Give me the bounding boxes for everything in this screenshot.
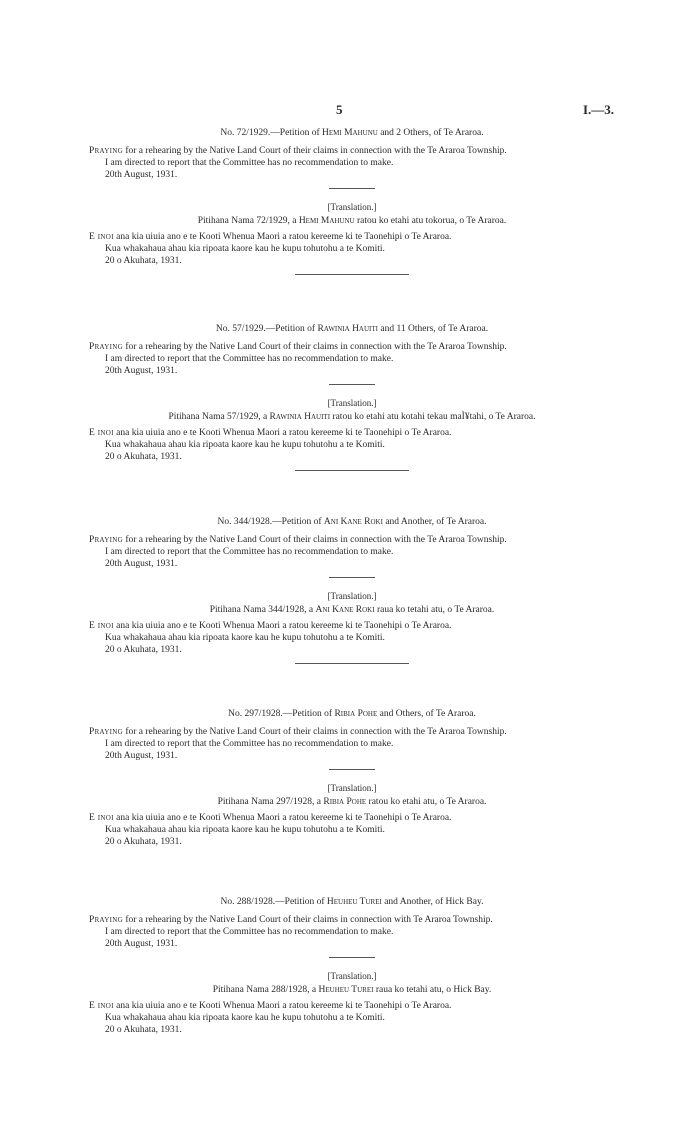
maori-heading: Pitihana Nama 344/1928, a Ani Kane Roki raua ko tetahi atu, o Te Araroa.	[209, 605, 495, 615]
translation-label: [Translation.]	[327, 398, 377, 408]
maori-date: 20 o Akuhata, 1931.	[105, 645, 182, 655]
committee-report: I am directed to report that the Committee has no recommendation to make.	[105, 158, 394, 168]
petition-prayer: Praying for a rehearing by the Native Land Court of their claims in connection with Te Araroa Township.	[89, 915, 493, 925]
maori-report: Kua whakahaua ahau kia ripoata kaore kau he kupu tohutohu a te Komiti.	[105, 244, 385, 254]
translation-label: [Translation.]	[327, 202, 377, 212]
petition-section	[89, 708, 615, 848]
divider-short	[329, 188, 375, 189]
divider-long	[295, 274, 409, 275]
maori-date: 20 o Akuhata, 1931.	[105, 837, 182, 847]
divider-long	[295, 663, 409, 664]
maori-heading: Pitihana Nama 72/1929, a Hemi Mahunu ratou ko etahi atu tokorua, o Te Araroa.	[197, 216, 507, 226]
petition-prayer: Praying for a rehearing by the Native Land Court of their claims in connection with the Te Araroa Township.	[89, 727, 507, 737]
maori-date: 20 o Akuhata, 1931.	[105, 452, 182, 462]
maori-heading: Pitihana Nama 297/1928, a Ribia Pohe ratou ko etahi atu, o Te Araroa.	[217, 797, 487, 807]
report-date: 20th August, 1931.	[105, 170, 178, 180]
report-date: 20th August, 1931.	[105, 366, 178, 376]
divider-long	[295, 470, 409, 471]
page-number: 5	[336, 102, 343, 117]
maori-prayer: E inoi ana kia uiuia ano e te Kooti Whenua Maori a ratou kereeme ki te Taonehipi o Te Araroa.	[89, 428, 452, 438]
petition-heading: No. 297/1928.—Petition of Ribia Pohe and Others, of Te Araroa.	[228, 709, 476, 719]
maori-report: Kua whakahaua ahau kia ripoata kaore kau he kupu tohutohu a te Komiti.	[105, 633, 385, 643]
divider-short	[329, 769, 375, 770]
translation-label: [Translation.]	[327, 783, 377, 793]
page-header	[0, 100, 700, 120]
translation-label: [Translation.]	[327, 971, 377, 981]
committee-report: I am directed to report that the Committee has no recommendation to make.	[105, 739, 394, 749]
petition-heading: No. 57/1929.—Petition of Rawinia Hauiti and 11 Others, of Te Araroa.	[215, 324, 489, 334]
maori-heading: Pitihana Nama 288/1928, a Heuheu Turei raua ko tetahi atu, o Hick Bay.	[212, 985, 492, 995]
divider-short	[329, 384, 375, 385]
report-date: 20th August, 1931.	[105, 939, 178, 949]
maori-heading: Pitihana Nama 57/1929, a Rawinia Hauiti ratou ko etahi atu kotahi tekau maÌ¥tahi, o Te Araroa.	[168, 412, 536, 422]
report-date: 20th August, 1931.	[105, 559, 178, 569]
petition-prayer: Praying for a rehearing by the Native Land Court of their claims in connection with the Te Araroa Township.	[89, 535, 507, 545]
divider-short	[329, 577, 375, 578]
petition-heading: No. 72/1929.—Petition of Hemi Mahunu and 2 Others, of Te Araroa.	[220, 128, 484, 138]
petition-prayer: Praying for a rehearing by the Native Land Court of their claims in connection with the Te Araroa Township.	[89, 146, 507, 156]
committee-report: I am directed to report that the Committee has no recommendation to make.	[105, 927, 394, 937]
petition-prayer: Praying for a rehearing by the Native Land Court of their claims in connection with the Te Araroa Township.	[89, 342, 507, 352]
maori-date: 20 o Akuhata, 1931.	[105, 256, 182, 266]
translation-label: [Translation.]	[327, 591, 377, 601]
petition-section	[89, 323, 615, 471]
maori-date: 20 o Akuhata, 1931.	[105, 1025, 182, 1035]
petition-section	[89, 896, 615, 1036]
committee-report: I am directed to report that the Committee has no recommendation to make.	[105, 547, 394, 557]
maori-report: Kua whakahaua ahau kia ripoata kaore kau he kupu tohutohu a te Komiti.	[105, 440, 385, 450]
committee-report: I am directed to report that the Committee has no recommendation to make.	[105, 354, 394, 364]
maori-prayer: E inoi ana kia uiuia ano e te Kooti Whenua Maori a ratou kereeme ki te Taonehipi o Te Araroa.	[89, 813, 452, 823]
petition-section	[89, 516, 615, 664]
petition-section	[89, 127, 615, 275]
report-date: 20th August, 1931.	[105, 751, 178, 761]
maori-prayer: E inoi ana kia uiuia ano e te Kooti Whenua Maori a ratou kereeme ki te Taonehipi o Te Araroa.	[89, 232, 452, 242]
document-reference: I.—3.	[582, 102, 614, 117]
petition-heading: No. 344/1928.—Petition of Ani Kane Roki and Another, of Te Araroa.	[217, 517, 487, 527]
maori-report: Kua whakahaua ahau kia ripoata kaore kau he kupu tohutohu a te Komiti.	[105, 825, 385, 835]
divider-short	[329, 957, 375, 958]
maori-prayer: E inoi ana kia uiuia ano e te Kooti Whenua Maori a ratou kereeme ki te Taonehipi o Te Araroa.	[89, 1001, 452, 1011]
petition-heading: No. 288/1928.—Petition of Heuheu Turei and Another, of Hick Bay.	[220, 897, 484, 907]
maori-prayer: E inoi ana kia uiuia ano e te Kooti Whenua Maori a ratou kereeme ki te Taonehipi o Te Araroa.	[89, 621, 452, 631]
maori-report: Kua whakahaua ahau kia ripoata kaore kau he kupu tohutohu a te Komiti.	[105, 1013, 385, 1023]
